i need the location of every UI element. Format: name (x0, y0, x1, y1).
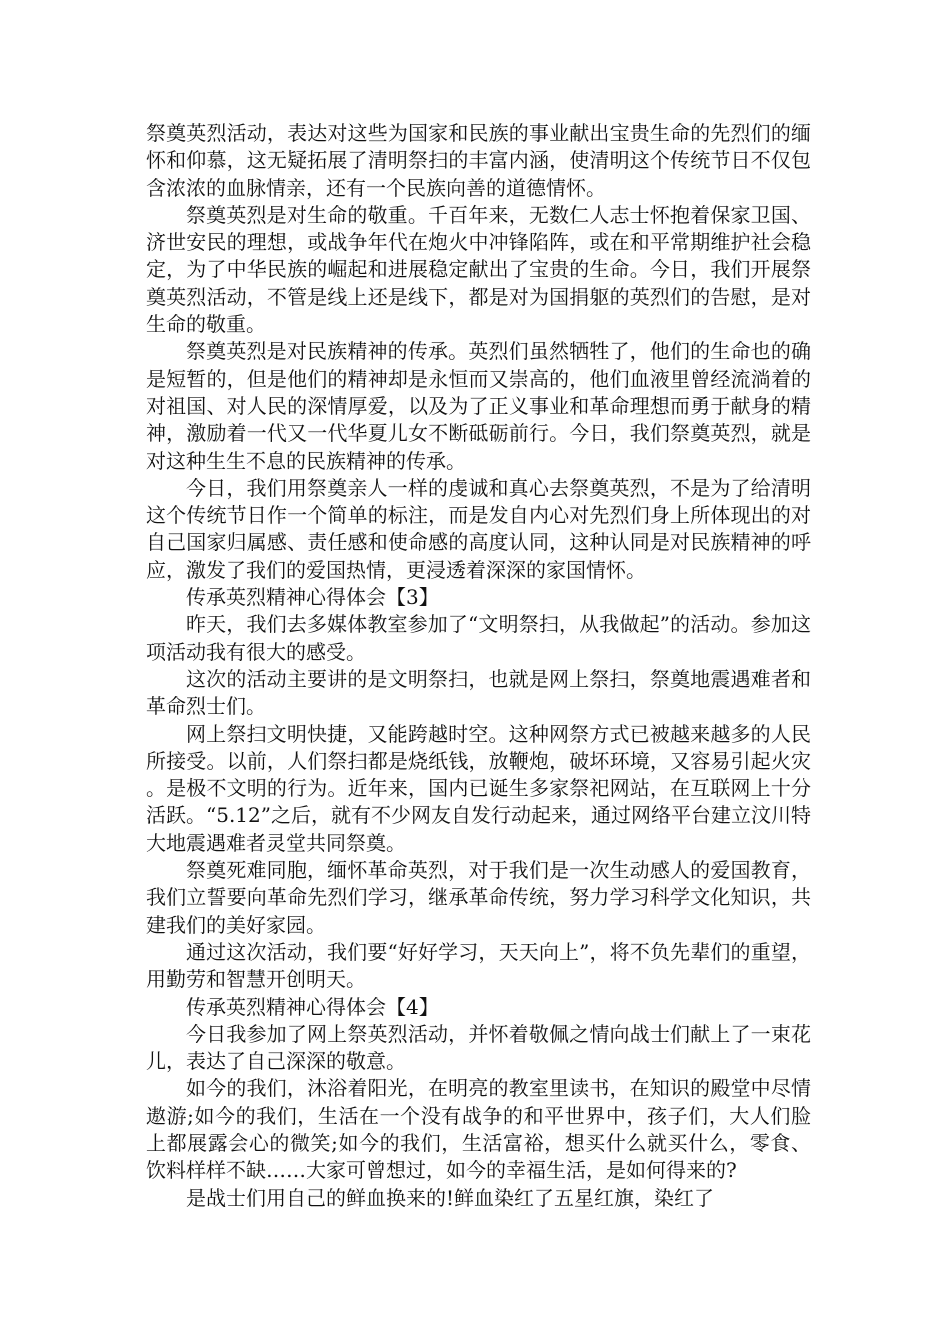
paragraph: 祭奠英烈是对民族精神的传承。英烈们虽然牺牲了，他们的生命也的确是短暂的，但是他们的精神却是永恒而又崇高的，他们血液里曾经流淌着的对祖国、对人民的深情厚爱，以及为了正义事业和革命理想而勇于献身的精神，激励着一代又一代华夏儿女不断砥砺前行。今日，我们祭奠英烈，就是对这种生生不息的民族精神的传承。 (146, 339, 811, 473)
paragraph: 今日我参加了网上祭英烈活动，并怀着敬佩之情向战士们献上了一束花儿，表达了自己深深的敬意。 (146, 1021, 811, 1074)
paragraph: 祭奠死难同胞，缅怀革命英烈，对于我们是一次生动感人的爱国教育，我们立誓要向革命先烈们学习，继承革命传统，努力学习科学文化知识，共建我们的美好家园。 (146, 858, 811, 937)
section-heading: 传承英烈精神心得体会【4】 (186, 994, 439, 1019)
paragraph: 昨天，我们去多媒体教室参加了“文明祭扫，从我做起”的活动。参加这项活动我有很大的感受。 (146, 612, 811, 664)
paragraph: 祭奠英烈是对生命的敬重。千百年来，无数仁人志士怀抱着保家卫国、济世安民的理想，或战争年代在炮火中冲锋陷阵，或在和平常期维护社会稳定，为了中华民族的崛起和进展稳定献出了宝贵的生命。今日，我们开展祭奠英烈活动，不管是线上还是线下，都是对为国捐躯的英烈们的告慰，是对生命的敬重。 (146, 202, 811, 337)
paragraph: 这次的活动主要讲的是文明祭扫，也就是网上祭扫，祭奠地震遇难者和革命烈士们。 (146, 666, 811, 719)
paragraph: 是战士们用自己的鲜血换来的!鲜血染红了五星红旗，染红了 (186, 1185, 715, 1210)
paragraph: 今日，我们用祭奠亲人一样的虔诚和真心去祭奠英烈，不是为了给清明这个传统节日作一个简单的标注，而是发自内心对先烈们身上所体现出的对自己国家归属感、责任感和使命感的高度认同，这种认同是对民族精神的呼应，激发了我们的爱国热情，更浸透着深深的家国情怀。 (146, 475, 811, 582)
section-heading: 传承英烈精神心得体会【3】 (186, 585, 439, 610)
paragraph: 网上祭扫文明快捷，又能跨越时空。这种网祭方式已被越来越多的人民所接受。以前，人们祭扫都是烧纸钱，放鞭炮，破坏环境，又容易引起火灾。是极不文明的行为。近年来，国内已诞生多家祭祀网站，在互联网上十分活跃。“5.12”之后，就有不少网友自发行动起来，通过网络平台建立汶川特大地震遇难者灵堂共同祭奠。 (146, 721, 811, 855)
document-body (146, 120, 811, 1212)
paragraph: 通过这次活动，我们要“好好学习，天天向上”，将不负先辈们的重望，用勤劳和智慧开创明天。 (146, 939, 811, 992)
paragraph: 如今的我们，沐浴着阳光，在明亮的教室里读书，在知识的殿堂中尽情遨游;如今的我们，生活在一个没有战争的和平世界中，孩子们，大人们脸上都展露会心的微笑;如今的我们，生活富裕，想买什么就买什么，零食、饮料样样不缺……大家可曾想过，如今的幸福生活，是如何得来的? (146, 1076, 811, 1183)
paragraph: 祭奠英烈活动，表达对这些为国家和民族的事业献出宝贵生命的先烈们的缅怀和仰慕，这无疑拓展了清明祭扫的丰富内涵，使清明这个传统节日不仅包含浓浓的血脉情亲，还有一个民族向善的道德情怀。 (146, 121, 811, 200)
